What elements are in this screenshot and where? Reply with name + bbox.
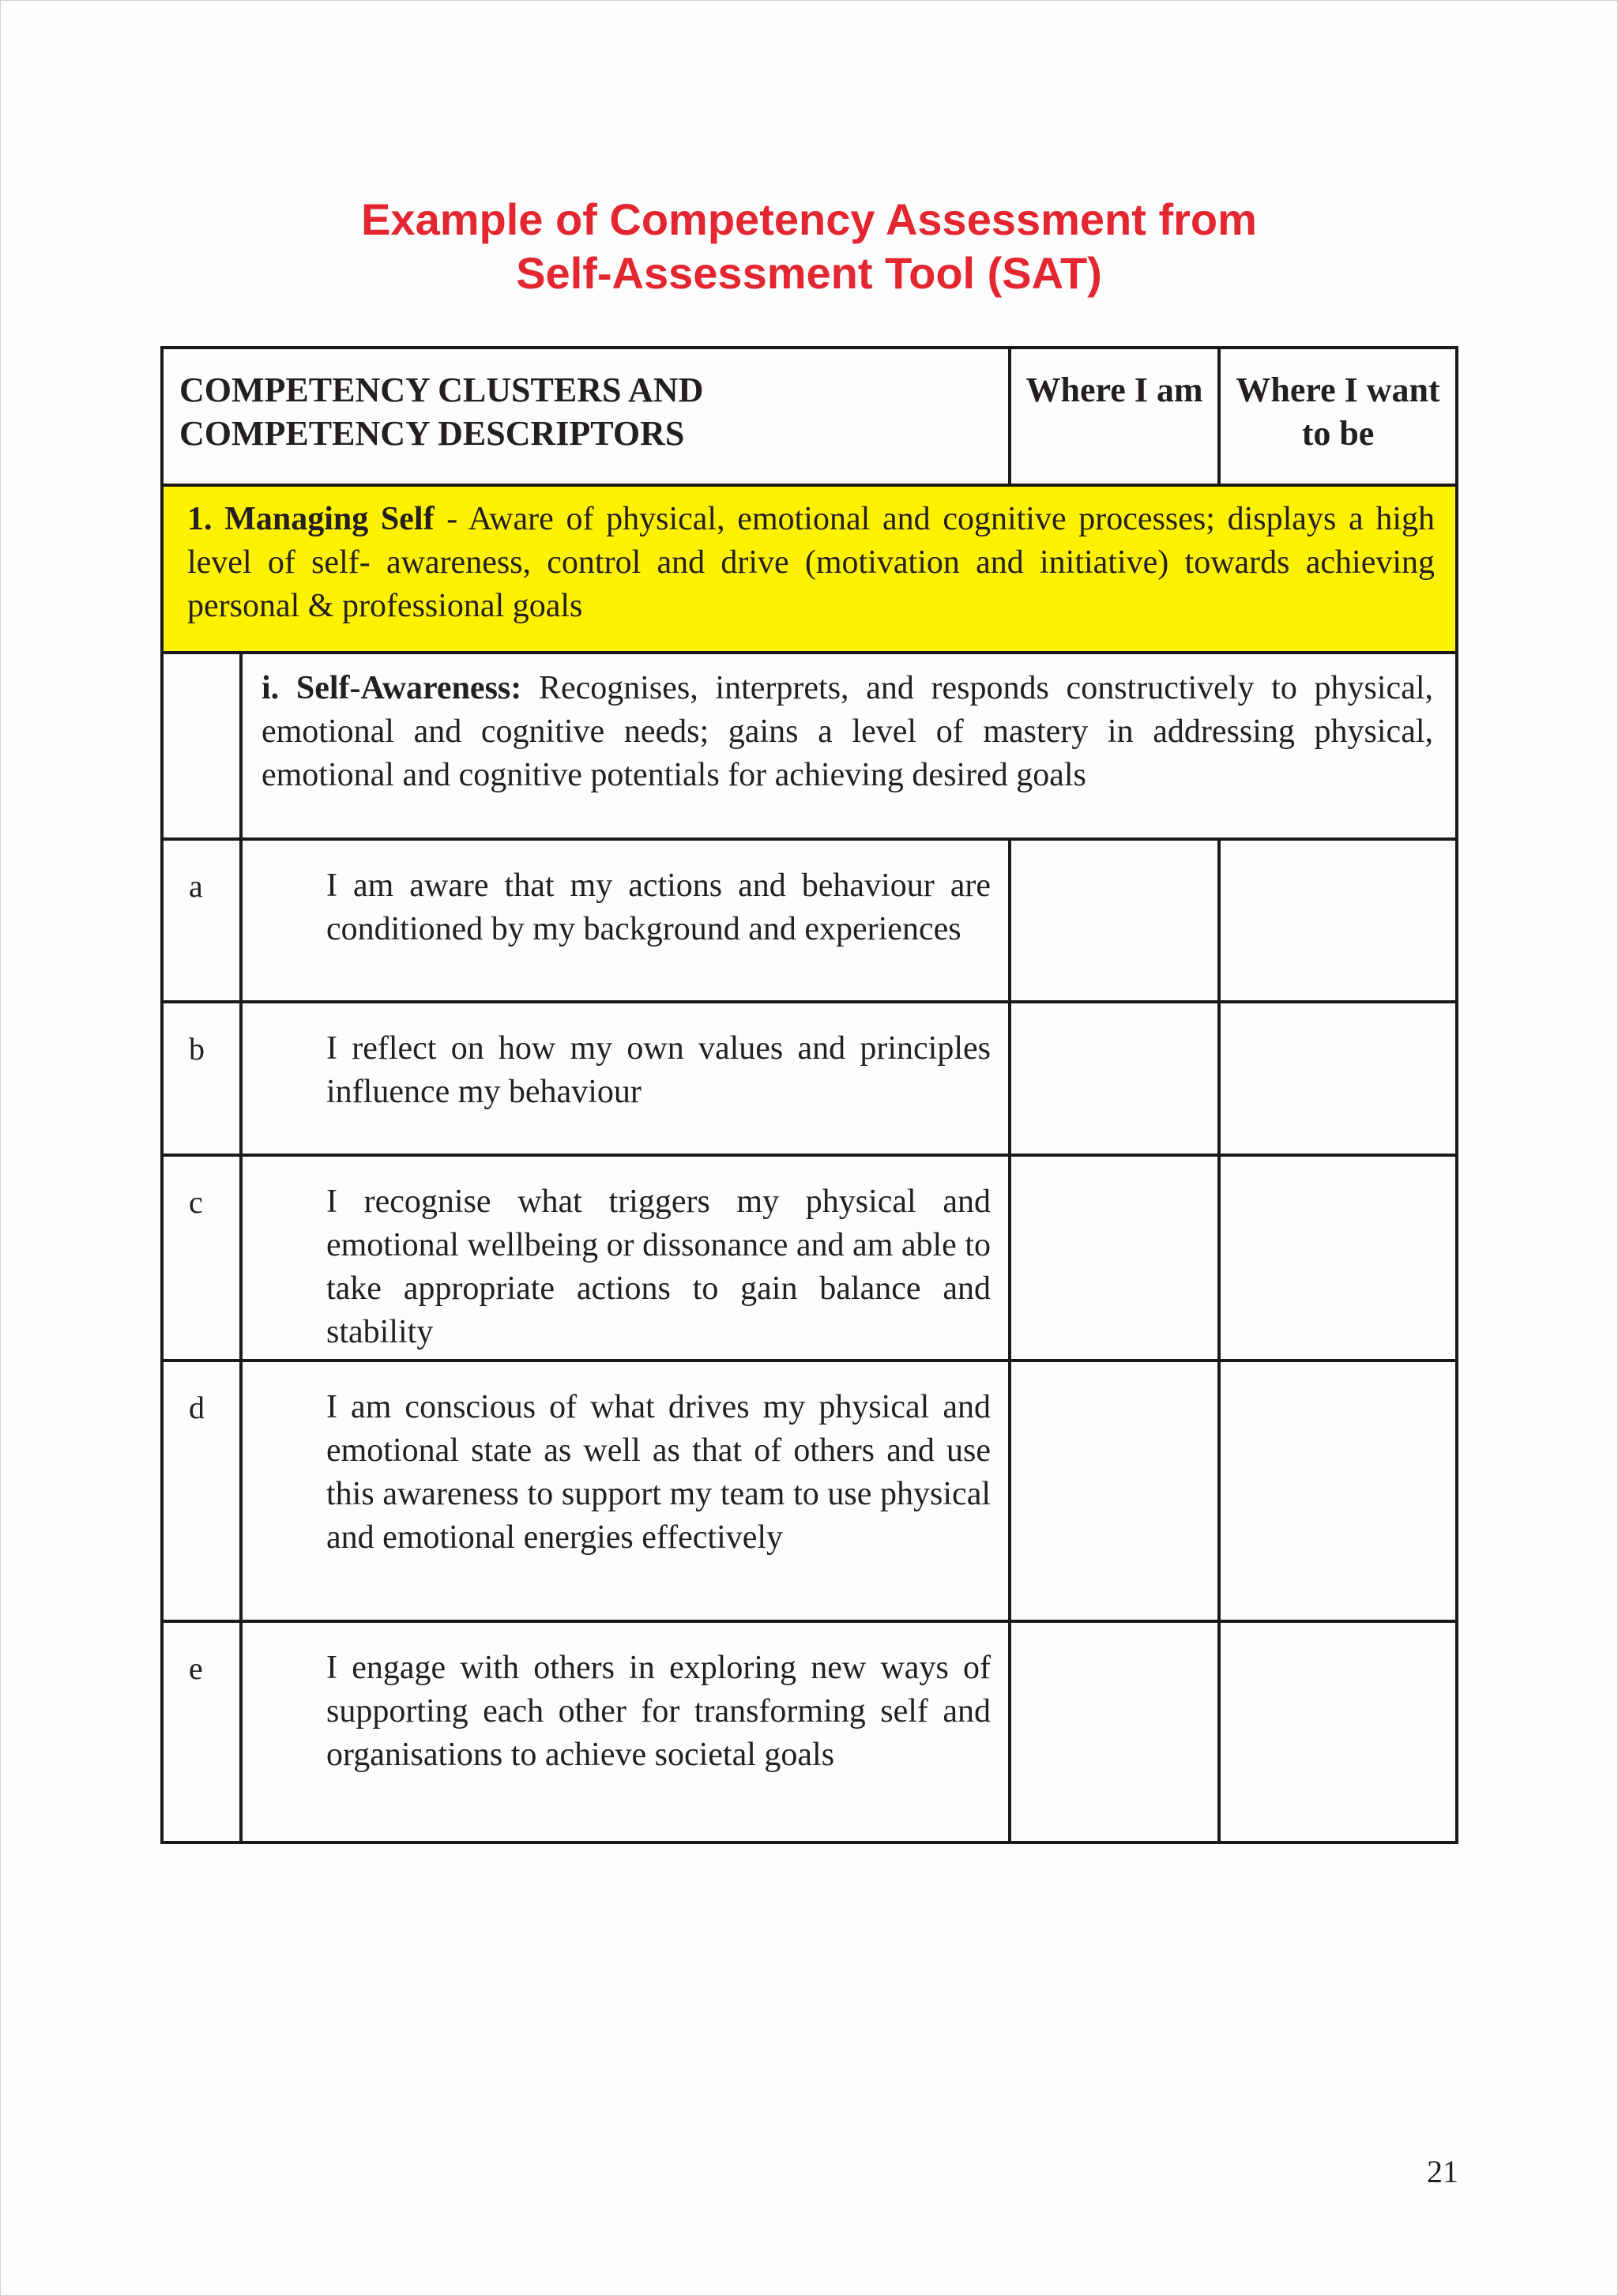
cluster-description: - Aware of physical, emotional and cognitive processes; displays a high level of self- awareness, control and drive (motivation and initiative) towards achieving personal & professional goals bbox=[187, 501, 1436, 624]
subcompetency-self-awareness bbox=[241, 653, 1457, 839]
item-letter: a bbox=[162, 839, 241, 1002]
where-i-want-to-be-cell[interactable] bbox=[1219, 1621, 1457, 1842]
subcompetency-label: i. Self-Awareness: bbox=[262, 670, 522, 706]
page-title-line-2: Self-Assessment Tool (SAT) bbox=[516, 248, 1102, 298]
header-where-i-am-label: Where I am bbox=[1025, 371, 1203, 409]
competency-assessment-table bbox=[160, 346, 1458, 1844]
table-header-row bbox=[162, 348, 1457, 485]
where-i-want-to-be-cell[interactable] bbox=[1219, 1361, 1457, 1621]
item-letter: c bbox=[162, 1155, 241, 1361]
table-row bbox=[162, 839, 1457, 1002]
item-letter: d bbox=[162, 1361, 241, 1621]
header-competency-line-2: COMPETENCY DESCRIPTORS bbox=[179, 414, 685, 453]
item-statement: I am conscious of what drives my physical and emotional state as well as that of others and use this awareness to support my team to use physical and emotional energies effectively bbox=[241, 1361, 1010, 1621]
where-i-want-to-be-cell[interactable] bbox=[1219, 839, 1457, 1002]
page-title-line-1: Example of Competency Assessment from bbox=[361, 194, 1257, 244]
item-statement: I engage with others in exploring new ways of supporting each other for transforming self and organisations to achieve societal goals bbox=[241, 1621, 1010, 1842]
header-competency-clusters bbox=[162, 348, 1010, 485]
header-where-i-want-line-1: Where I want bbox=[1236, 371, 1440, 409]
table-row bbox=[162, 1621, 1457, 1842]
where-i-am-cell[interactable] bbox=[1010, 1621, 1219, 1842]
item-statement: I recognise what triggers my physical and emotional wellbeing or dissonance and am able to take appropriate actions to gain balance and stability bbox=[241, 1155, 1010, 1361]
table-row bbox=[162, 1002, 1457, 1155]
cluster-label: 1. Managing Self bbox=[187, 501, 435, 537]
header-where-i-want-line-2: to be bbox=[1301, 414, 1375, 453]
where-i-am-cell[interactable] bbox=[1010, 1361, 1219, 1621]
item-letter: b bbox=[162, 1002, 241, 1155]
item-statement: I am aware that my actions and behaviour are conditioned by my background and experiences bbox=[241, 839, 1010, 1002]
table-row bbox=[162, 1155, 1457, 1361]
header-where-i-want-to-be bbox=[1219, 348, 1457, 485]
where-i-am-cell[interactable] bbox=[1010, 1002, 1219, 1155]
subcompetency-row bbox=[162, 653, 1457, 839]
subcompetency-letter-blank bbox=[162, 653, 241, 839]
where-i-am-cell[interactable] bbox=[1010, 1155, 1219, 1361]
cluster-managing-self bbox=[162, 485, 1457, 653]
subcompetency-description: Recognises, interprets, and responds constructively to physical, emotional and cognitive needs; gains a level of mastery in addressing physical, emotional and cognitive potentials for achieving desired goals bbox=[262, 670, 1434, 793]
header-where-i-am bbox=[1010, 348, 1219, 485]
table-row bbox=[162, 1361, 1457, 1621]
item-letter: e bbox=[162, 1621, 241, 1842]
cluster-row bbox=[162, 485, 1457, 653]
page-number: 21 bbox=[1427, 2154, 1458, 2189]
where-i-want-to-be-cell[interactable] bbox=[1219, 1155, 1457, 1361]
where-i-want-to-be-cell[interactable] bbox=[1219, 1002, 1457, 1155]
item-statement: I reflect on how my own values and principles influence my behaviour bbox=[241, 1002, 1010, 1155]
header-competency-line-1: COMPETENCY CLUSTERS AND bbox=[179, 371, 704, 409]
where-i-am-cell[interactable] bbox=[1010, 839, 1219, 1002]
